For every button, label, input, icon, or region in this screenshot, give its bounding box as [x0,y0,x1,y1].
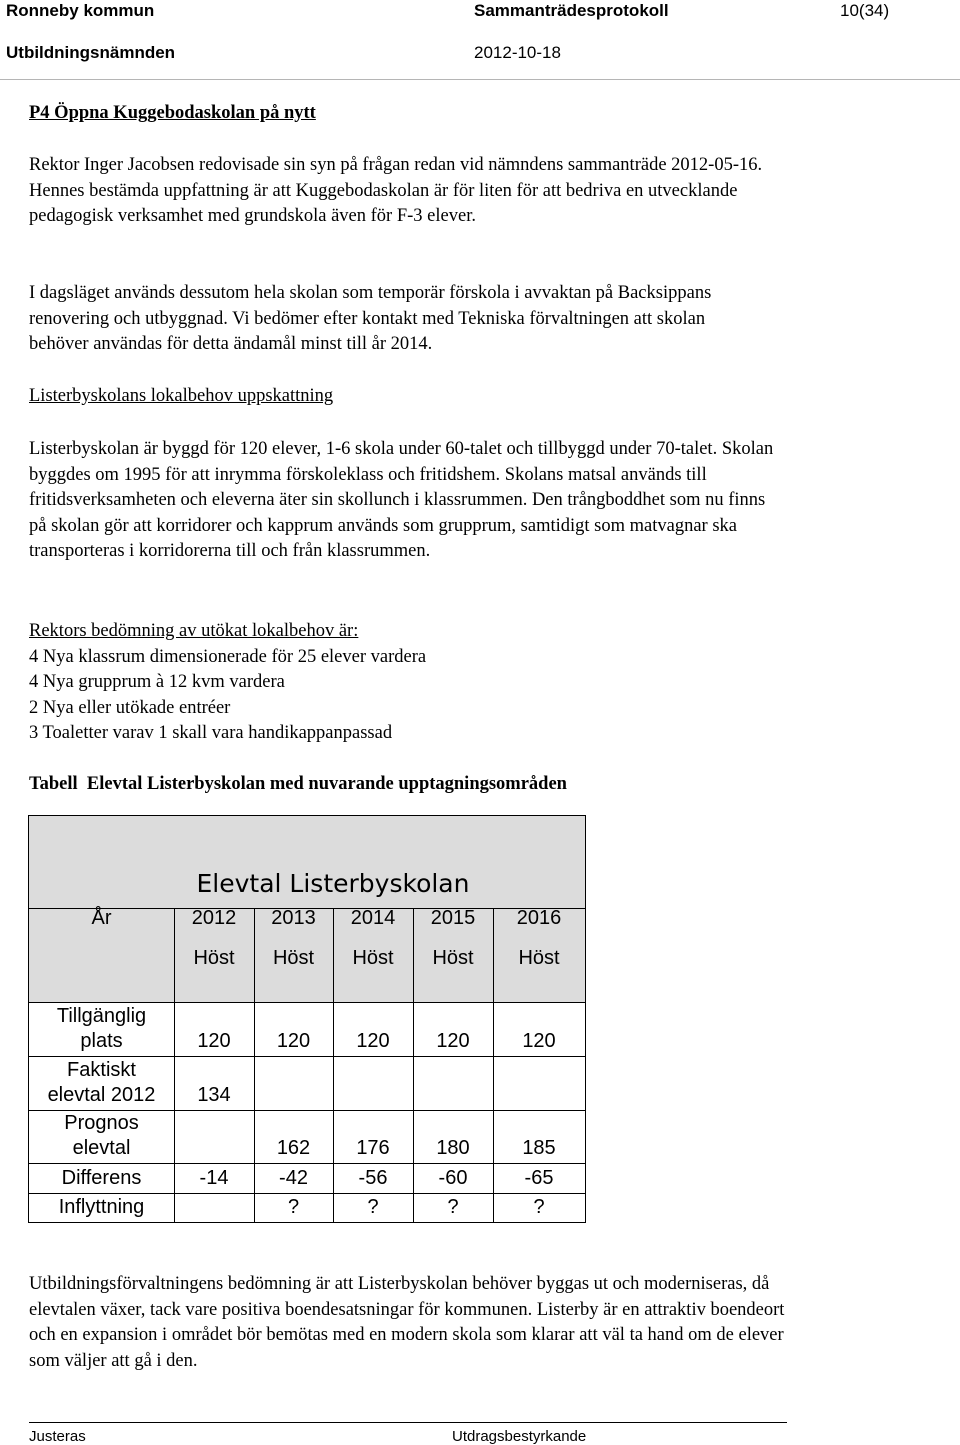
term-cell: Höst [272,947,315,969]
assessment-title: Rektors bedömning av utökat lokalbehov är: [29,621,359,641]
year-cell: 2013 [271,907,316,929]
value-cell: ? [533,1196,545,1218]
year-cell: 2012 [191,907,237,929]
paragraph [29,281,799,358]
need-item: 2 Nya eller utökade entréer [29,697,231,718]
value-cell: 162 [276,1137,311,1159]
value-cell: 120 [197,1030,231,1052]
value-cell: 134 [197,1084,231,1106]
section-kuggebodaskolan [29,101,799,127]
need-item: 4 Nya klassrum dimensionerade för 25 elever vardera [29,646,427,667]
value-cell: -14 [199,1167,229,1189]
year-cell: 2016 [516,907,562,929]
footer-divider [29,1422,787,1423]
document-type: Sammanträdesprotokoll [474,1,669,20]
value-cell: -65 [524,1167,554,1189]
value-cell: 120 [522,1030,556,1052]
value-cell: 120 [276,1030,311,1052]
table-rule [29,1193,585,1194]
committee-name: Utbildningsnämnden [6,43,176,62]
term-cell: Höst [518,947,560,969]
section-heading: P4 Öppna Kuggebodaskolan på nytt [29,103,316,123]
need-item: 3 Toaletter varav 1 skall vara handikappanpassad [29,723,393,744]
value-cell: 176 [356,1137,390,1159]
year-cell: 2014 [350,907,396,929]
pupil-count-table [28,815,586,1223]
paragraph-text: Listerbyskolan är byggd för 120 elever, 1-6 skola under 60-talet och tillbyggd under 70-talet. Skolan byggdes om 1995 för att inrymma förskoleklass och fritidshem. Skolans matsal används till fritidsverksamheten och eleverna äter sin skollunch i klassrummen. Den trångboddhet som nu finns på skolan gör att korridorer och kapprum används som grupprum, samtidigt som matvagnar ska transporteras i korridorerna till och från klassrummen. [29,439,774,562]
value-cell: ? [367,1196,379,1218]
conclusion-text: Utbildningsförvaltningens bedömning är att Listerbyskolan behöver byggas ut och moderniseras, då elevtalen växer, tack vare positiva boendesatsningar för kommunen. Listerby är en attraktiv boendeort och en expansion i området bör bemötas med en modern skola som klarar att väl ta hand om de elever som väljer att gå i den. [29,1274,785,1371]
value-cell: -42 [279,1167,308,1189]
header-divider [0,79,960,80]
table-rule [29,1002,585,1003]
value-cell: ? [287,1196,300,1218]
paragraph-text: Rektor Inger Jacobsen redovisade sin syn på frågan redan vid nämndens sammanträde 2012-05-16. Hennes bestämda uppfattning är att Kuggebodaskolan är för liten för att bedriva en utvecklande pedagogisk verksamhet med grundskola även för F-3 elever. [29,155,763,227]
row-label-cell: Faktiskt [67,1059,136,1081]
value-cell: 120 [356,1030,390,1052]
table-rule [29,1056,585,1057]
row-label-cell: plats [80,1030,123,1052]
year-label-cell: År [91,907,112,929]
row-label-cell: Tillgänglig [56,1005,147,1027]
paragraph [29,437,799,565]
value-cell: -60 [438,1167,468,1189]
row-label-cell: elevtal [72,1137,131,1159]
row-label-cell: Prognos [64,1112,139,1134]
term-cell: Höst [193,947,235,969]
value-cell: ? [447,1196,459,1218]
table-title: Elevtal Listerbyskolan [196,869,470,898]
value-cell: 180 [436,1137,470,1159]
section-listerbyskolan [29,384,799,410]
need-item: 4 Nya grupprum à 12 kvm vardera [29,672,285,693]
org-name: Ronneby kommun [6,1,155,20]
assessment-block [29,619,799,747]
row-label-cell: Inflyttning [58,1196,145,1218]
paragraph-text: I dagsläget används dessutom hela skolan som temporär förskola i avvaktan på Backsippans renovering och utbyggnad. Vi bedömer efter kontakt med Tekniska förvaltningen att skolan behöver användas för detta ändamål minst till år 2014. [29,283,712,355]
value-cell: 185 [522,1137,556,1159]
section-heading: Listerbyskolans lokalbehov uppskattning [29,386,334,406]
table-rule [29,1163,585,1164]
term-cell: Höst [432,947,474,969]
row-label-cell: elevtal 2012 [47,1084,156,1106]
year-cell: 2015 [430,907,476,929]
row-label-cell: Differens [61,1167,142,1189]
value-cell: 120 [436,1030,470,1052]
value-cell: -56 [358,1167,388,1189]
table-caption: Tabell Elevtal Listerbyskolan med nuvarande upptagningsområden [29,774,567,794]
table-caption-block [29,772,799,798]
term-cell: Höst [352,947,394,969]
paragraph [29,153,799,230]
paragraph [29,1272,799,1374]
page-number: 10(34) [840,1,890,20]
footer-justeras: Justeras [29,1428,86,1445]
footer-utdragsbestyrkande: Utdragsbestyrkande [452,1428,587,1445]
meeting-date: 2012-10-18 [474,43,561,62]
